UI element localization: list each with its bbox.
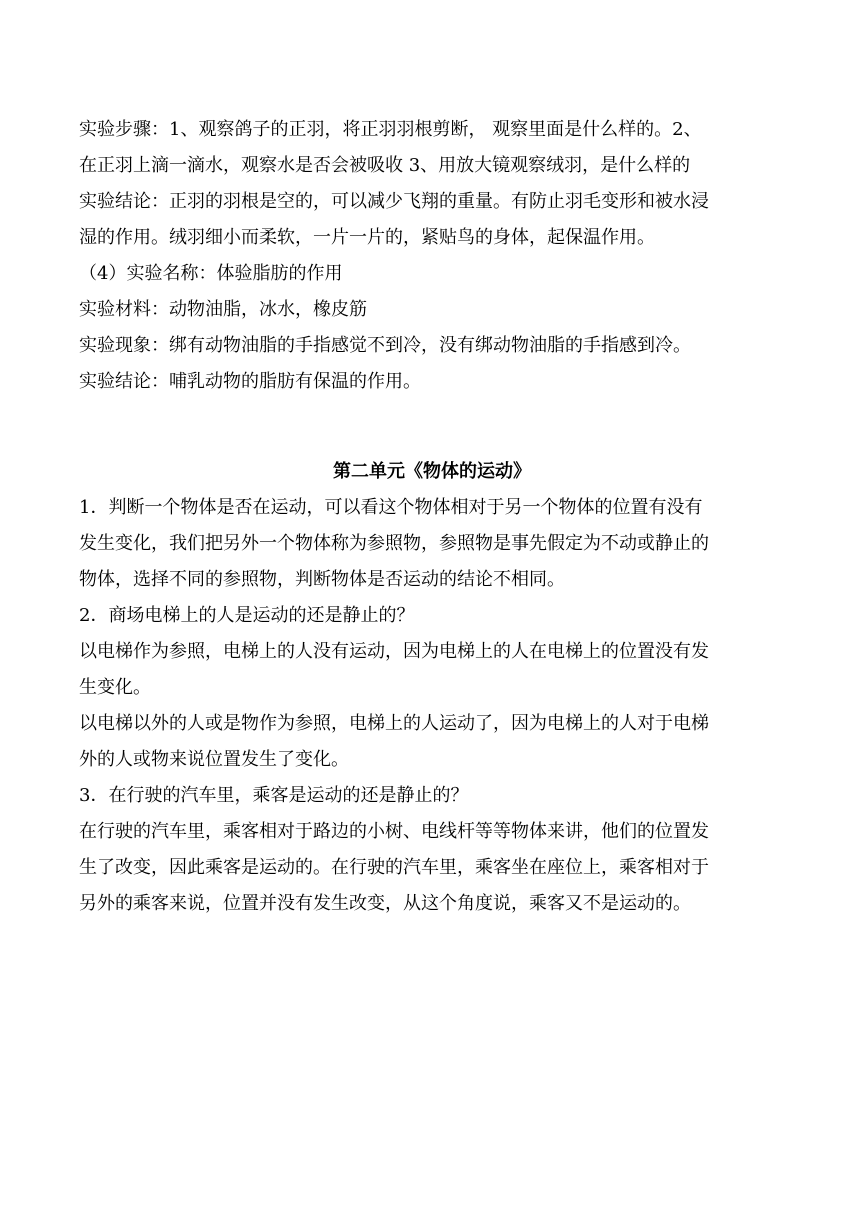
- text-line: 在正羽上滴一滴水，观察水是否会被吸收 3、用放大镜观察绒羽，是什么样的: [79, 155, 691, 176]
- text-line: 实验现象：绑有动物油脂的手指感觉不到冷，没有绑动物油脂的手指感到冷。: [79, 335, 691, 356]
- text-line: 实验结论：哺乳动物的脂肪有保温的作用。: [79, 371, 421, 392]
- section-gap: [79, 400, 785, 454]
- text-line: 生变化。: [79, 677, 151, 698]
- text-line: 实验结论：正羽的羽根是空的，可以减少飞翔的重量。有防止羽毛变形和被水浸: [79, 191, 709, 212]
- text-line: 物体，选择不同的参照物，判断物体是否运动的结论不相同。: [79, 569, 565, 590]
- text-line: （4）实验名称：体验脂肪的作用: [79, 263, 343, 284]
- text-line: 1．判断一个物体是否在运动，可以看这个物体相对于另一个物体的位置有没有: [79, 497, 703, 518]
- text-line: 3．在行驶的汽车里，乘客是运动的还是静止的？: [79, 785, 469, 806]
- text-line: 实验材料：动物油脂，冰水，橡皮筋: [79, 299, 367, 320]
- text-line: 另外的乘客来说，位置并没有发生改变，从这个角度说，乘客又不是运动的。: [79, 893, 691, 914]
- document-page: [79, 112, 785, 922]
- text-line: 外的人或物来说位置发生了变化。: [79, 749, 349, 770]
- text-line: 发生变化，我们把另外一个物体称为参照物，参照物是事先假定为不动或静止的: [79, 533, 709, 554]
- text-line: 以电梯以外的人或是物作为参照，电梯上的人运动了，因为电梯上的人对于电梯: [79, 713, 709, 734]
- text-line: 以电梯作为参照，电梯上的人没有运动，因为电梯上的人在电梯上的位置没有发: [79, 641, 709, 662]
- text-line: 实验步骤：1、观察鸽子的正羽，将正羽羽根剪断， 观察里面是什么样的。2、: [79, 119, 702, 140]
- text-line: 湿的作用。绒羽细小而柔软，一片一片的，紧贴鸟的身体，起保温作用。: [79, 227, 655, 248]
- text-line: 在行驶的汽车里，乘客相对于路边的小树、电线杆等等物体来讲，他们的位置发: [79, 821, 709, 842]
- section-heading: 第二单元《物体的运动》: [333, 461, 531, 482]
- text-line: 生了改变，因此乘客是运动的。在行驶的汽车里，乘客坐在座位上，乘客相对于: [79, 857, 709, 878]
- text-line: 2．商场电梯上的人是运动的还是静止的？: [79, 605, 415, 626]
